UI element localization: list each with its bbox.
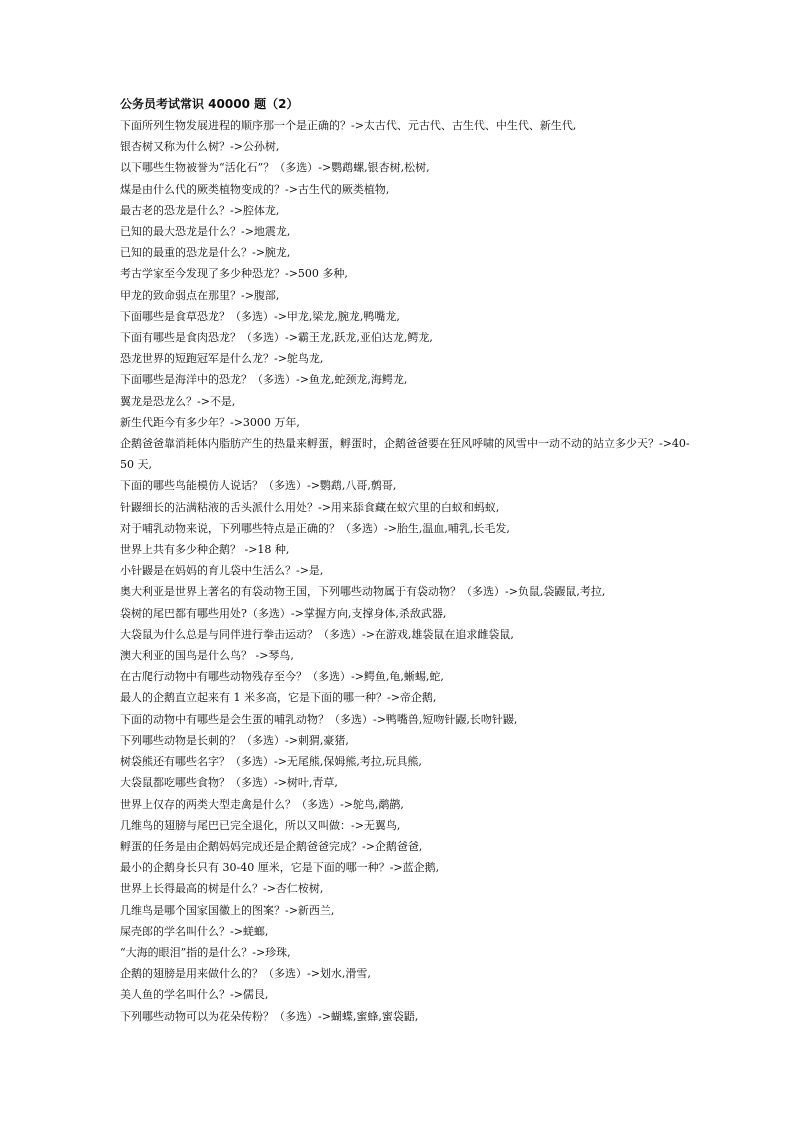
question-line-9: 甲龙的致命弱点在那里？->腹部, bbox=[120, 288, 280, 302]
question-line-31: 大袋鼠都吃哪些食物？（多选）->树叶,青草, bbox=[120, 776, 338, 790]
question-line-39: “大海的眼泪”指的是什么？->珍珠, bbox=[120, 945, 291, 959]
question-line-14: 翼龙是恐龙么？->不是, bbox=[120, 394, 236, 408]
question-line-18: 针鼹细长的沾满粘液的舌头派什么用处？->用来舔食藏在蚁穴里的白蚁和蚂蚁, bbox=[120, 500, 500, 514]
question-line-29: 下列哪些动物是长刺的？（多选）->刺猬,豪猪, bbox=[120, 733, 349, 747]
question-line-34: 孵蛋的任务是由企鹅妈妈完成还是企鹅爸爸完成？->企鹅爸爸, bbox=[120, 839, 423, 853]
question-line-8: 考古学家至今发现了多少种恐龙？->500 多种, bbox=[120, 267, 348, 281]
question-line-20: 世界上共有多少种企鹅？ ->18 种, bbox=[120, 543, 290, 557]
document-body bbox=[120, 94, 690, 1027]
question-line-37: 几维鸟是哪个国家国徽上的图案？->新西兰, bbox=[120, 903, 335, 917]
question-line-17: 下面的哪些鸟能模仿人说话？（多选）->鹦鹉,八哥,鹩哥, bbox=[120, 479, 397, 493]
question-line-3: 以下哪些生物被誉为“活化石”？（多选）->鹦鹉螺,银杏树,松树, bbox=[120, 161, 430, 175]
question-line-32: 世界上仅存的两类大型走禽是什么？（多选）->鸵鸟,鹬鹋, bbox=[120, 797, 404, 811]
question-line-21: 小针鼹是在妈妈的育儿袋中生活么？->是, bbox=[120, 564, 324, 578]
question-line-26: 在古爬行动物中有哪些动物残存至今？（多选）->鳄鱼,龟,蜥蜴,蛇, bbox=[120, 670, 444, 684]
question-line-36: 世界上长得最高的树是什么？->杏仁桉树, bbox=[120, 882, 324, 896]
question-line-11: 下面有哪些是食肉恐龙？（多选）->霸王龙,跃龙,亚伯达龙,鳄龙, bbox=[120, 331, 433, 345]
question-line-24: 大袋鼠为什么总是与同伴进行拳击运动？（多选）->在游戏,雄袋鼠在追求雌袋鼠, bbox=[120, 627, 514, 641]
question-line-33: 几维鸟的翅膀与尾巴已完全退化，所以又叫做：->无翼鸟, bbox=[120, 818, 401, 832]
question-line-19: 对于哺乳动物来说，下列哪些特点是正确的？（多选）->胎生,温血,哺乳,长毛发, bbox=[120, 521, 510, 535]
question-line-7: 已知的最重的恐龙是什么？->腕龙, bbox=[120, 246, 291, 260]
question-line-22: 奥大利亚是世界上著名的有袋动物王国，下列哪些动物属于有袋动物？（多选）->负鼠,袋鼹鼠,考拉, bbox=[120, 585, 606, 599]
question-line-42: 下列哪些动物可以为花朵传粉？（多选）->蝴蝶,蜜蜂,蜜袋鼯, bbox=[120, 1009, 419, 1023]
question-line-13: 下面哪些是海洋中的恐龙？（多选）->鱼龙,蛇颈龙,海鳄龙, bbox=[120, 373, 408, 387]
question-line-38: 屎壳郎的学名叫什么？->蜣螂, bbox=[120, 924, 269, 938]
document-title: 公务员考试常识 40000 题（2） bbox=[120, 97, 299, 111]
question-line-40: 企鹅的翅膀是用来做什么的？（多选）->划水,滑雪, bbox=[120, 967, 371, 981]
question-line-30: 树袋熊还有哪些名字？（多选）->无尾熊,保姆熊,考拉,玩具熊, bbox=[120, 755, 422, 769]
question-line-12: 恐龙世界的短跑冠军是什么龙？->鸵鸟龙, bbox=[120, 352, 324, 366]
question-line-41: 美人鱼的学名叫什么？->儒艮, bbox=[120, 988, 269, 1002]
question-line-6: 已知的最大恐龙是什么？->地震龙, bbox=[120, 225, 291, 239]
question-line-35: 最小的企鹅身长只有 30-40 厘米，它是下面的哪一种？->蓝企鹅, bbox=[120, 861, 440, 875]
question-line-25: 澳大利亚的国鸟是什么鸟？ ->琴鸟, bbox=[120, 649, 294, 663]
question-list bbox=[120, 115, 690, 1027]
question-line-16: 企鹅爸爸靠消耗体内脂肪产生的热量来孵蛋，孵蛋时，企鹅爸爸要在狂风呼啸的风雪中一动不动的站立多少天？->40-50 天, bbox=[120, 437, 690, 472]
question-line-28: 下面的动物中有哪些是会生蛋的哺乳动物？（多选）->鸭嘴兽,短吻针鼹,长吻针鼹, bbox=[120, 712, 518, 726]
question-line-4: 煤是由什么代的厥类植物变成的？->古生代的厥类植物, bbox=[120, 182, 390, 196]
question-line-23: 袋树的尾巴都有哪些用处?（多选）->掌握方向,支撑身体,杀敌武器, bbox=[120, 606, 447, 620]
question-line-15: 新生代距今有多少年？->3000 万年, bbox=[120, 415, 300, 429]
question-line-5: 最古老的恐龙是什么？->腔体龙, bbox=[120, 203, 280, 217]
question-line-2: 银杏树又称为什么树？->公孙树, bbox=[120, 140, 280, 154]
question-line-10: 下面哪些是食草恐龙？（多选）->甲龙,梁龙,腕龙,鸭嘴龙, bbox=[120, 309, 400, 323]
question-line-1: 下面所列生物发展进程的顺序那一个是正确的？->太古代、元古代、古生代、中生代、新生代, bbox=[120, 119, 577, 132]
question-line-27: 最人的企鹅直立起来有 1 米多高，它是下面的哪一种？->帝企鹅, bbox=[120, 691, 437, 705]
